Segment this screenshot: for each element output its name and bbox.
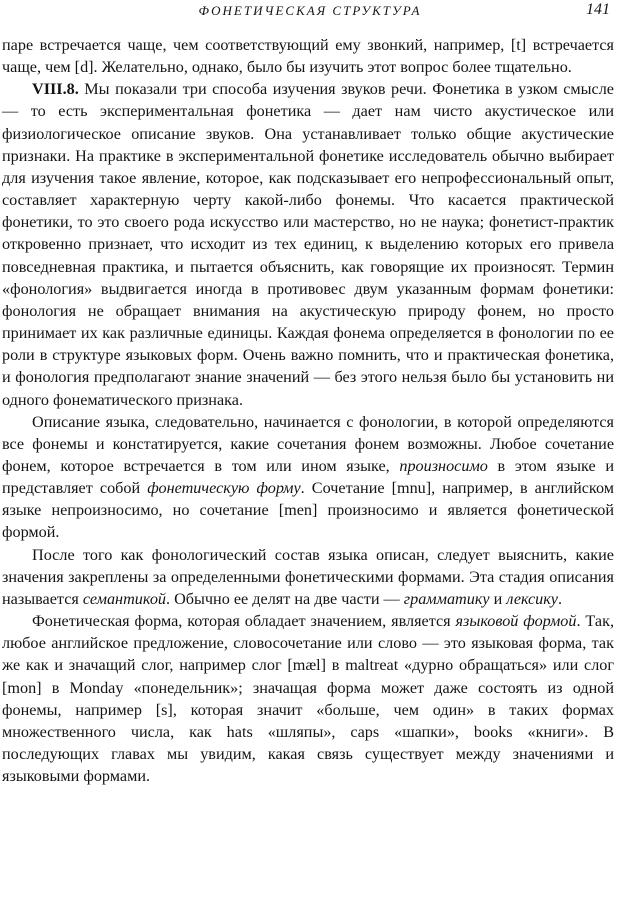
paragraph-4-text-b: . Обычно ее делят на две части —	[166, 589, 404, 608]
paragraph-4-term-3: лексику	[506, 589, 558, 608]
paragraph-2	[2, 78, 614, 410]
page-number: 141	[586, 1, 610, 18]
paragraph-4-text-d: .	[558, 589, 563, 608]
page-header	[0, 0, 620, 26]
paragraph-5-text-a: Фонетическая форма, которая обладает значением, является	[32, 612, 456, 631]
paragraph-5-term-1: языковой формой	[455, 612, 577, 631]
paragraph-5	[2, 610, 614, 787]
paragraph-4-text-a: После того как фонологический состав языка описан, следует выяснить, какие значения закреплены за определенными фонетическими формами. Эта стадия описания называется	[2, 545, 614, 608]
paragraph-5-text-b: . Так, любое английское предложение, словосочетание или слово — это языковая форма, так же как и значащий слог, например слог [mæl] в maltreat «дурно обращаться» или слог [mon] в Monday «понедельник»; значащая форма может даже состоять из одной фонемы, например [s], которая значит «больше, чем один» в таких формах множественного числа, как hats «шляпы», caps «шапки», books «книги». В последующих главах мы увидим, какая связь существует между значениями и языковыми формами.	[2, 612, 614, 786]
running-head: ФОНЕТИЧЕСКАЯ СТРУКТУРА	[198, 3, 422, 18]
paragraph-3-text-b: в этом языке и представляет собой	[2, 456, 614, 498]
paragraph-2-text: Мы показали три способа изучения звуков речи. Фонетика в узком смысле — то есть экспериментальная фонетика — дает нам чисто акустическое или физиологическое описание звуков. Она устанавливает только общие акустические признаки. На практике в экспериментальной фонетике исследователь обычно выбирает для изучения такое явление, которое, как подсказывает его непрофессиональный опыт, составляет характерную черту какой-либо фонемы. Что касается практической фонетики, то это своего рода искусство или мастерство, но не наука; фонетист-практик откровенно признает, что исходит из тех единиц, к выделению которых его привела повседневная практика, и пытается объяснить, как говорящие их произносят. Термин «фонология» выдвигается иногда в противовес двум указанным формам фонетики: фонология не обращает внимания на акустическую природу фонем, но просто принимает их как различные единицы. Каждая фонема определяется в фонологии по ее роли в структуре языковых форм. Очень важно помнить, что и практическая фонетика, и фонология предполагают знание значений — без этого нельзя было бы установить ни одного фонематического признака.	[2, 80, 614, 409]
paragraph-3-text-c: . Сочетание [mnu], например, в английском языке непроизносимо, но сочетание [men] произносимо и является фонетической формой.	[2, 479, 614, 542]
paragraph-1	[2, 34, 614, 78]
paragraph-4	[2, 544, 614, 610]
paragraph-3-term-2: фонетическую форму	[147, 479, 301, 498]
paragraph-3	[2, 411, 614, 544]
paragraph-3-term-1: произносимо	[399, 456, 488, 475]
paragraph-4-term-2: грамматику	[403, 589, 490, 608]
paragraph-3-text-a: Описание языка, следовательно, начинается с фонологии, в которой определяются все фонемы и констатируется, какие сочетания фонем возможны. Любое сочетание фонем, которое встречается в том или ином языке,	[2, 412, 614, 475]
section-number: VIII.8.	[32, 80, 79, 99]
page-body	[2, 34, 614, 787]
paragraph-4-term-1: семантикой	[82, 589, 167, 608]
paragraph-1-text: паре встречается чаще, чем соответствующий ему звонкий, например, [t] встречается чаще, чем [d]. Желательно, однако, было бы изучить этот вопрос более тщательно.	[2, 36, 614, 77]
paragraph-4-text-c: и	[489, 589, 507, 608]
